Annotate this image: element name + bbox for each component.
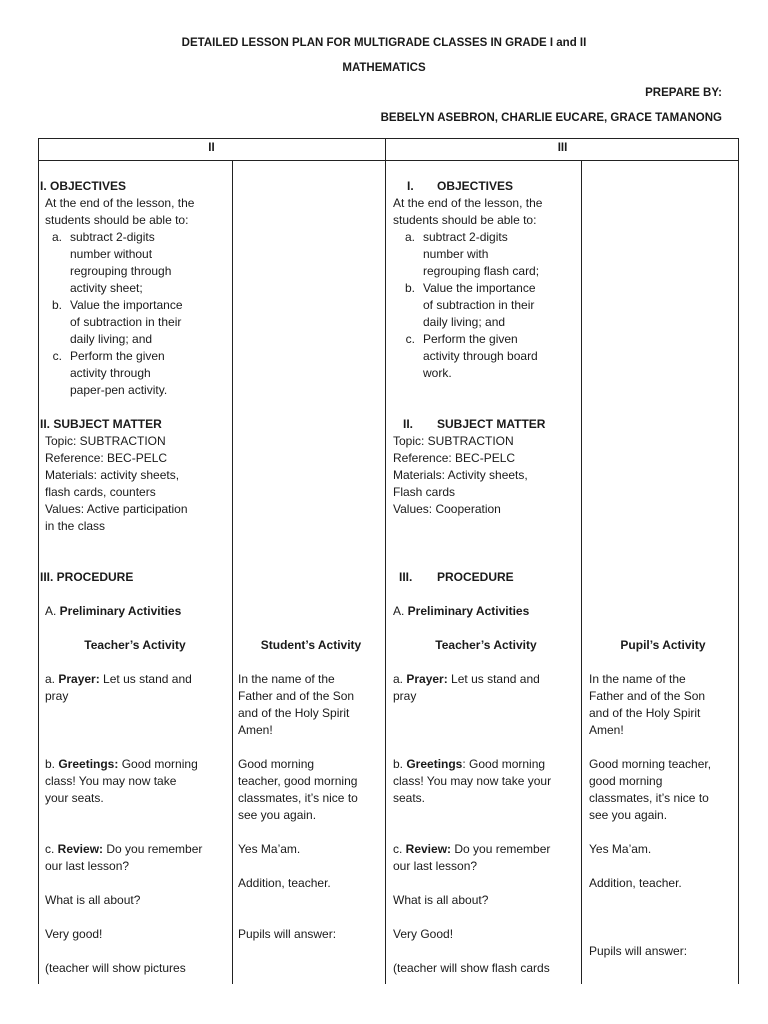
student-prayer-response: In the name of the Father and of the Son and of the Holy Spirit Amen! (238, 672, 355, 737)
subject-matter-heading: II. SUBJECT MATTER (403, 417, 546, 431)
student-review-response: Yes Ma’am. (238, 842, 301, 856)
greetings-step: b. Greetings: Good morning class! You may now take your seats. (45, 757, 198, 805)
authors: BEBELYN ASEBRON, CHARLIE EUCARE, GRACE TAMANONG (380, 112, 722, 124)
greetings-step: b. Greetings: Good morning class! You may now take your seats. (393, 757, 552, 805)
column-header-grade-iii: III (557, 142, 568, 154)
prayer-step: a. Prayer: Let us stand and pray (45, 672, 192, 703)
objectives-intro: At the end of the lesson, the (45, 196, 195, 210)
pupil-activity-heading: Pupil’s Activity (620, 638, 706, 652)
objective-item: a. subtract 2-digits number without regrouping through activity sheet; (51, 230, 172, 295)
procedure-heading: III. PROCEDURE (40, 570, 134, 584)
left-student-column (238, 178, 384, 943)
review-step: c. Review: Do you remember our last lesson? What is all about? Very Good! (teacher will show flash cards (393, 842, 551, 975)
subject-matter-details: Topic: SUBTRACTION Reference: BEC-PELC Materials: Activity sheets, Flash cards Values: Cooperation (393, 434, 528, 516)
student-pupils-answer: Pupils will answer: (238, 927, 337, 941)
preliminary-heading: A. Preliminary Activities (45, 604, 182, 618)
right-pupil-column (589, 178, 737, 960)
column-divider-main (385, 138, 386, 984)
objective-item: b. Value the importance of subtraction in their daily living; and (51, 298, 183, 346)
document-title: DETAILED LESSON PLAN FOR MULTIGRADE CLASSES IN GRADE I and II (181, 37, 587, 49)
pupil-pupils-answer: Pupils will answer: (589, 944, 688, 958)
pupil-review-answer: Addition, teacher. (589, 876, 682, 890)
student-review-answer: Addition, teacher. (238, 876, 331, 890)
objectives-intro: students should be able to: (393, 213, 537, 227)
column-divider-right (581, 160, 582, 984)
pupil-review-response: Yes Ma’am. (589, 842, 652, 856)
subject-title: MATHEMATICS (342, 62, 426, 74)
procedure-heading: III. PROCEDURE (399, 570, 514, 584)
header-divider (38, 160, 739, 161)
objectives-heading: I. OBJECTIVES (40, 179, 127, 193)
pupil-prayer-response: In the name of the Father and of the Son and of the Holy Spirit Amen! (589, 672, 706, 737)
objectives-intro: students should be able to: (45, 213, 189, 227)
preliminary-heading: A. Preliminary Activities (393, 604, 530, 618)
prepared-by-label: PREPARE BY: (645, 87, 722, 99)
teacher-activity-heading: Teacher’s Activity (84, 638, 186, 652)
pupil-greeting-response: Good morning teacher, good morning classmates, it’s nice to see you again. (589, 757, 712, 822)
left-teacher-column (40, 178, 230, 977)
prayer-step: a. Prayer: Let us stand and pray (393, 672, 540, 703)
column-header-grade-ii: II (208, 142, 215, 154)
student-greeting-response: Good morning teacher, good morning classmates, it’s nice to see you again. (238, 757, 358, 822)
review-step: c. Review: Do you remember our last lesson? What is all about? Very good! (teacher will show pictures (45, 842, 203, 975)
teacher-activity-heading: Teacher’s Activity (435, 638, 537, 652)
objectives-heading: I. OBJECTIVES (407, 179, 514, 193)
objective-item: c. Perform the given activity through paper-pen activity. (52, 349, 168, 397)
right-teacher-column (393, 178, 579, 977)
column-divider-left (232, 160, 233, 984)
objective-item: b. Value the importance of subtraction in their daily living; and (404, 281, 536, 329)
subject-matter-details: Topic: SUBTRACTION Reference: BEC-PELC Materials: activity sheets, flash cards, counters Values: Active participation in the class (45, 434, 188, 533)
student-activity-heading: Student’s Activity (260, 638, 362, 652)
objective-item: c. Perform the given activity through board work. (405, 332, 538, 380)
objectives-intro: At the end of the lesson, the (393, 196, 543, 210)
objective-item: a. subtract 2-digits number with regrouping flash card; (404, 230, 540, 278)
subject-matter-heading: II. SUBJECT MATTER (40, 417, 162, 431)
